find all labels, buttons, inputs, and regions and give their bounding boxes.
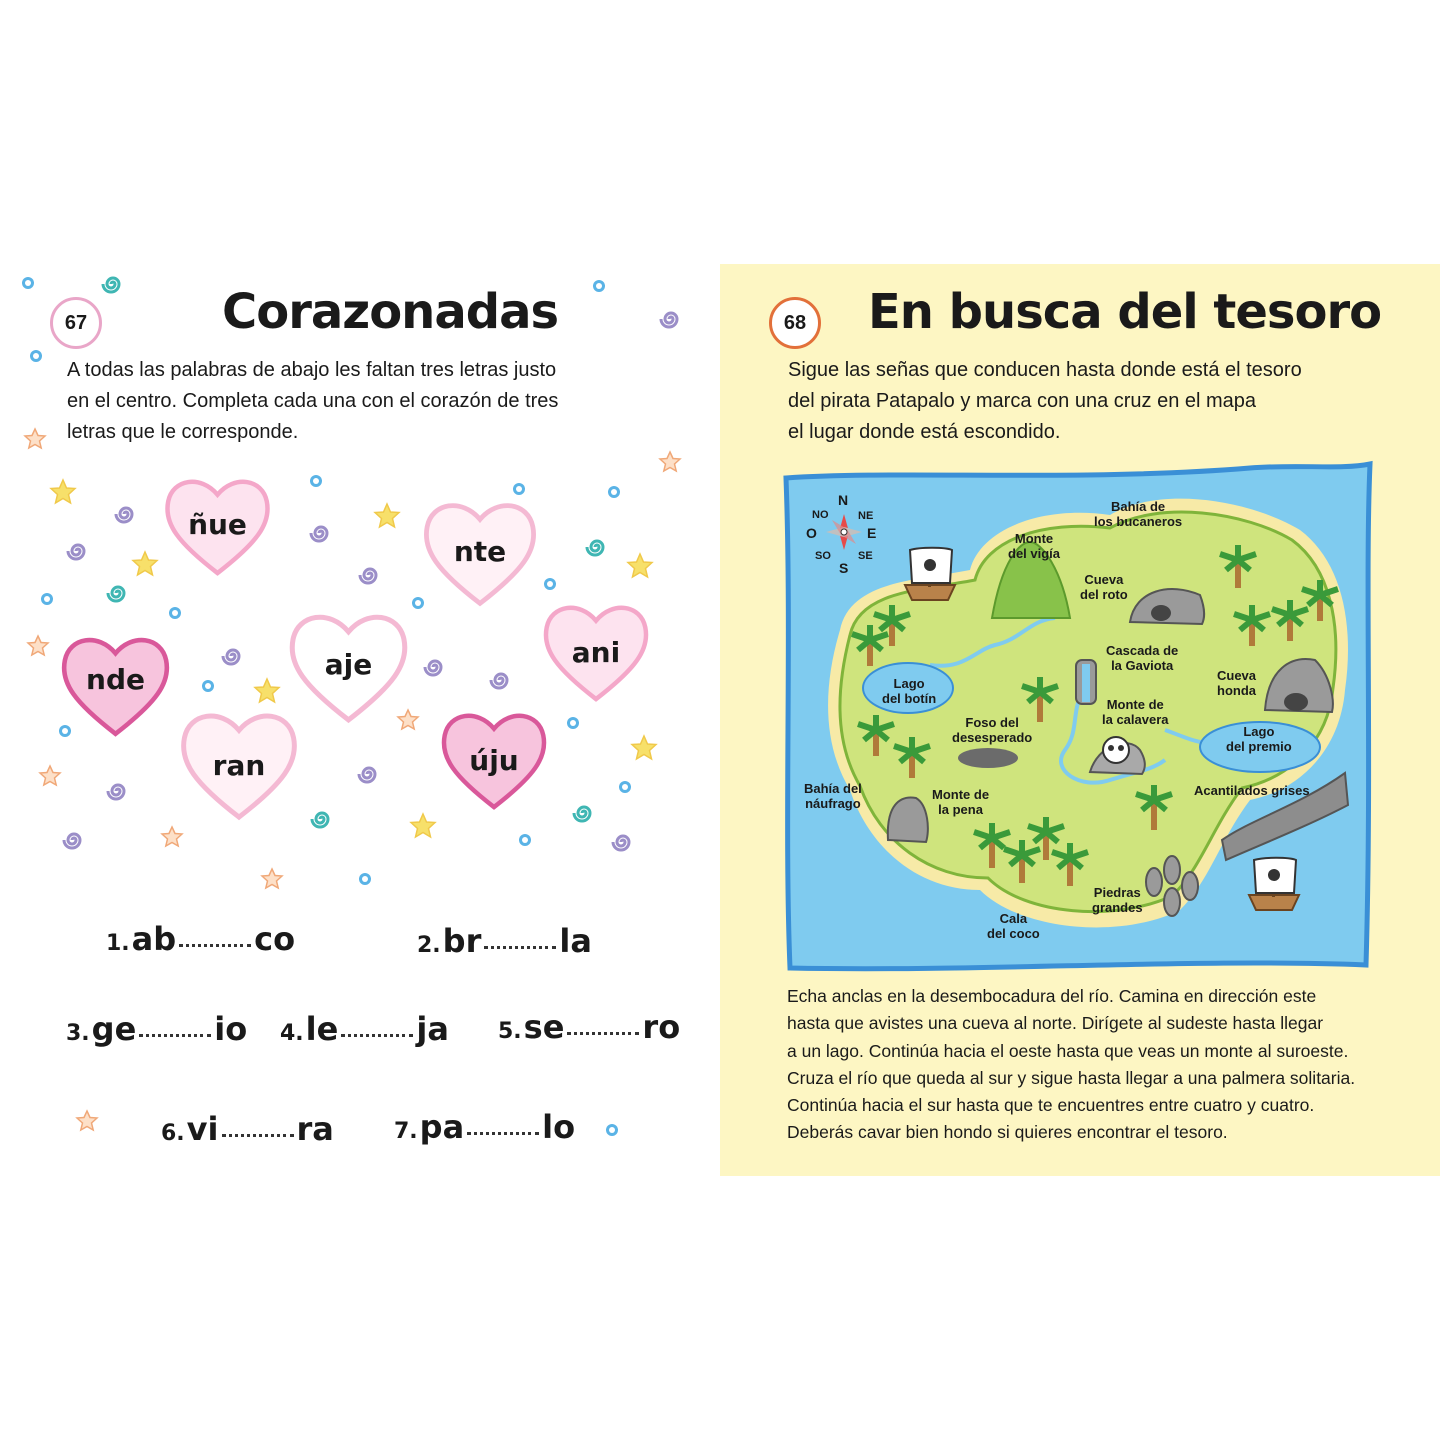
label-monte-calavera: Monte de la calavera	[1102, 697, 1169, 727]
word-end: io	[214, 1010, 248, 1048]
word-end: lo	[542, 1108, 576, 1146]
heart-card[interactable]	[436, 704, 552, 816]
right-intro	[788, 355, 1302, 448]
blank-line[interactable]	[484, 945, 556, 949]
pirate-ship-icon	[905, 547, 955, 600]
label-cascada: Cascada de la Gaviota	[1106, 643, 1179, 673]
exercise-2[interactable]	[417, 922, 592, 960]
exercise-6[interactable]	[161, 1110, 334, 1148]
clue-line: Echa anclas en la desembocadura del río. Camina en dirección este	[787, 986, 1317, 1006]
compass-n: N	[838, 492, 849, 508]
page-title-corazonadas: Corazonadas	[222, 284, 559, 340]
exercise-1[interactable]	[106, 920, 295, 958]
exercise-number: 2.	[417, 933, 441, 958]
label-cueva-roto: Cueva del roto	[1080, 572, 1128, 602]
heart-card[interactable]	[160, 470, 275, 582]
exercise-number: 1.	[106, 931, 130, 956]
heart-card[interactable]	[54, 628, 177, 743]
label-bahia-naufrago: Bahía del náufrago	[804, 781, 862, 811]
label-monte-vigia: Monte del vigía	[1008, 531, 1061, 561]
compass-no: NO	[812, 509, 829, 521]
clue-line: hasta que avistes una cueva al norte. Dirígete al sudeste hasta llegar	[787, 1013, 1324, 1034]
exercise-number: 7.	[394, 1119, 418, 1144]
blank-line[interactable]	[222, 1133, 294, 1137]
page-number-68	[769, 297, 821, 349]
label-lago-botin: Lago del botín	[882, 676, 937, 706]
blank-line[interactable]	[467, 1131, 539, 1135]
exercise-number: 4.	[280, 1021, 304, 1046]
intro-line: el lugar donde está escondido.	[788, 421, 1061, 443]
exercise-5[interactable]	[498, 1008, 680, 1046]
label-cueva-honda: Cueva honda	[1217, 668, 1257, 698]
heart-text: ñue	[188, 508, 247, 541]
heart-text: úju	[469, 744, 519, 777]
exercise-number: 3.	[66, 1021, 90, 1046]
heart-text: ran	[212, 749, 266, 782]
piedra	[1182, 872, 1198, 900]
word-end: ja	[416, 1010, 449, 1048]
intro-line: Sigue las señas que conducen hasta donde está el tesoro	[788, 359, 1302, 381]
heart-text: nte	[453, 535, 507, 568]
clue-line: Continúa hacia el sur hasta que te encuentres entre cuatro y cuatro.	[787, 1095, 1315, 1116]
intro-line: A todas las palabras de abajo les faltan tres letras justo	[67, 359, 557, 381]
compass-ne: NE	[858, 510, 874, 522]
compass-s: S	[839, 560, 849, 576]
piedra	[1146, 868, 1162, 896]
page-number-text: 68	[783, 311, 807, 334]
heart-card[interactable]	[173, 703, 305, 827]
pirate-ship-icon	[1249, 857, 1299, 910]
blank-line[interactable]	[179, 943, 251, 947]
word-start: vi	[186, 1110, 219, 1148]
word-end: co	[254, 920, 296, 958]
word-start: ge	[91, 1010, 137, 1048]
intro-line: en el centro. Completa cada una con el corazón de tres	[67, 390, 559, 412]
heart-text: aje	[324, 648, 373, 681]
page-number-text: 67	[64, 311, 88, 334]
compass-se: SE	[858, 550, 873, 562]
blank-line[interactable]	[567, 1031, 639, 1035]
piedra	[1164, 888, 1180, 916]
word-end: ro	[642, 1008, 681, 1046]
piedra	[1164, 856, 1180, 884]
word-start: ab	[131, 920, 177, 958]
clue-line: a un lago. Continúa hacia el oeste hasta que veas un monte al suroeste.	[787, 1040, 1349, 1061]
heart-text: ani	[571, 636, 621, 669]
word-start: pa	[419, 1108, 465, 1146]
exercise-number: 6.	[161, 1121, 185, 1146]
word-start: le	[305, 1010, 339, 1048]
intro-line: letras que le corresponde.	[67, 421, 299, 443]
exercise-4[interactable]	[280, 1010, 449, 1048]
clue-line: Cruza el río que queda al sur y sigue hasta llegar a una palmera solitaria.	[787, 1067, 1356, 1088]
exercise-7[interactable]	[394, 1108, 575, 1146]
compass-o: O	[806, 525, 817, 541]
label-piedras: Piedras grandes	[1092, 885, 1143, 915]
compass-so: SO	[815, 550, 831, 562]
heart-card[interactable]	[538, 596, 654, 708]
treasure-clues	[787, 983, 1355, 1147]
label-monte-pena: Monte de la pena	[932, 787, 990, 817]
label-bahia-bucaneros: Bahía de los bucaneros	[1094, 499, 1183, 529]
word-start: br	[442, 922, 482, 960]
label-foso: Foso del desesperado	[952, 715, 1033, 745]
compass-e: E	[867, 525, 877, 541]
word-start: se	[523, 1008, 565, 1046]
label-acantilados: Acantilados grises	[1194, 783, 1310, 798]
blank-line[interactable]	[139, 1033, 211, 1037]
word-end: la	[559, 922, 592, 960]
blank-line[interactable]	[341, 1033, 413, 1037]
exercise-number: 5.	[498, 1019, 522, 1044]
label-cala-coco: Cala del coco	[987, 911, 1040, 941]
clue-line: Deberás cavar bien hondo si quieres encontrar el tesoro.	[787, 1122, 1228, 1143]
heart-card[interactable]	[416, 493, 544, 613]
label-lago-premio: Lago del premio	[1226, 724, 1292, 754]
heart-text: nde	[86, 663, 145, 696]
exercise-3[interactable]	[66, 1010, 247, 1048]
word-end: ra	[296, 1110, 334, 1148]
intro-line: del pirata Patapalo y marca con una cruz en el mapa	[788, 390, 1257, 412]
page-title-tesoro: En busca del tesoro	[868, 284, 1382, 340]
dot-decoration	[22, 277, 34, 289]
foso	[958, 748, 1018, 768]
